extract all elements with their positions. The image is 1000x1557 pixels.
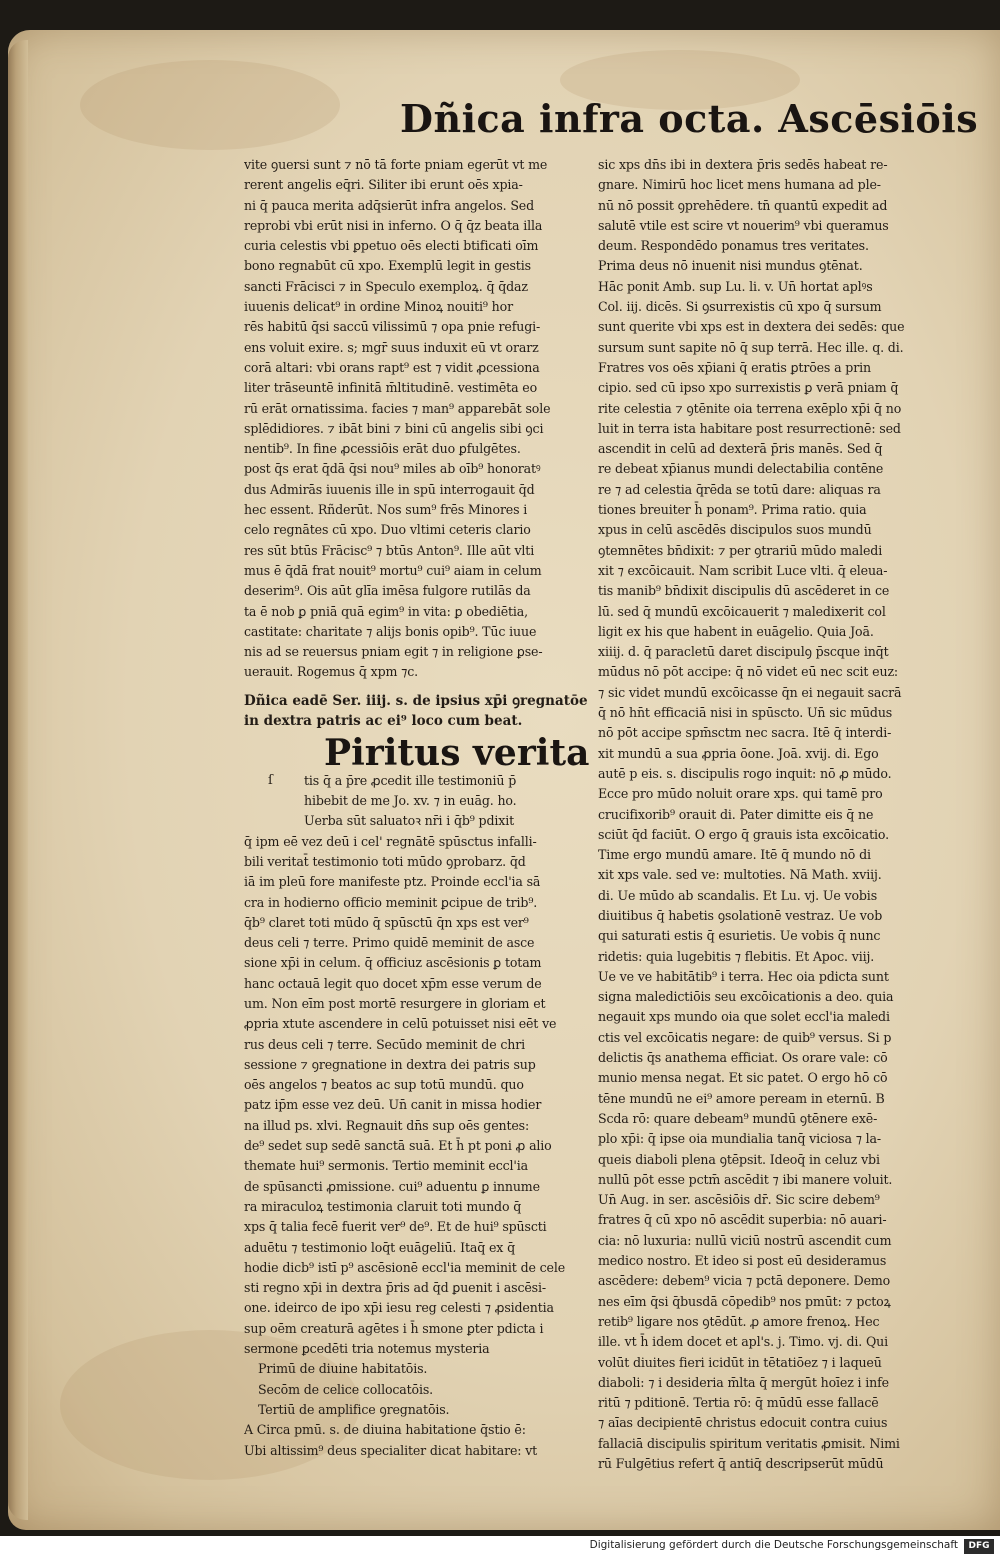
text-line: ascēdere: debem⁹ vicia ⁊ pctā deponere. Demo: [598, 1273, 891, 1289]
text-line: rus deus celi ⁊ terre. Secūdo meminit de chri: [244, 1036, 525, 1052]
text-line: Un̄ Aug. in ser. ascēsiōis dr̄. Sic scire debem⁹: [598, 1192, 880, 1208]
text-line: deus celi ⁊ terre. Primo quidē meminit de asce: [244, 935, 535, 951]
text-line: fratres q̄ cū xpo nō ascēdit superbia: nō auari-: [598, 1212, 887, 1228]
text-line: Scda rō: quare debeam⁹ mundū ꝯtēnere exē-: [598, 1110, 878, 1126]
text-line: curia celestis vbi ꝑpetuo oēs electi btificati oīm: [244, 238, 539, 254]
text-line: Ue ve ve habitātib⁹ i terra. Hec oia pdicta sunt: [598, 968, 889, 984]
left-text-block: [244, 1420, 584, 1461]
text-line: xit xps vale. sed ve: multoties. Nā Math. xviij.: [598, 867, 882, 883]
text-line: volūt diuites fieri icidūt in tētatiōez ⁊ i laqueū: [598, 1354, 882, 1370]
text-line: ens voluit exire. s; mgr̄ suus induxit eū vt orarz: [244, 339, 539, 355]
text-line: iuuenis delicat⁹ in ordine Minoꝝ nouiti⁹ hor: [244, 299, 513, 315]
funding-credit: Digitalisierung gefördert durch die Deutsche Forschungsgemeinschaft: [589, 1539, 958, 1551]
text-line: rēs habitū q̄si saccū vilissimū ⁊ opa pnie refugi-: [244, 319, 541, 335]
text-line: luit in terra ista habitare post resurrectionē: sed: [598, 420, 901, 436]
text-line: sursum sunt sapite nō q̄ sup terrā. Hec ille. q. di.: [598, 339, 904, 355]
text-line: delictis q̄s anathema efficiat. Os orare vale: cō: [598, 1050, 888, 1066]
text-line: q̄ nō hn̄t efficaciā nisi in spūscto. Un̄ sic mūdus: [598, 705, 893, 721]
text-line: hec essent. Rñderūt. Nos sum⁹ frēs Minores i: [244, 502, 528, 518]
left-text-block: [244, 155, 584, 683]
text-line: cra in hodierno officio meminit ꝑcipue de trib⁹.: [244, 894, 538, 910]
text-line: uerauit. Rogemus q̄ xpm ⁊c.: [244, 664, 418, 680]
text-line: ra miraculoꝝ testimonia claruit toti mundo q̄: [244, 1198, 522, 1214]
left-column: [244, 155, 590, 1461]
initial-mark: ſ: [268, 772, 273, 788]
text-line: xps q̄ talia fecē fuerit ver⁹ de⁹. Et de hui⁹ spūscti: [244, 1219, 547, 1235]
text-line: ꝯtemnētes bn̄dixit: ⁊ per ꝯtrariū mūdo maledi: [598, 542, 883, 558]
text-line: hanc octauā legit quo docet xp̄m esse verum de: [244, 975, 542, 991]
text-line: tiones breuiter h̄ ponam⁹. Prima ratio. quia: [598, 502, 867, 518]
text-line: rerent angelis eq̄ri. Siliter ibi erunt oēs xpia-: [244, 177, 523, 193]
text-line: nū nō possit ꝯprehēdere. tn̄ quantū expedit ad: [598, 197, 888, 213]
text-line: gnare. Nimirū hoc licet mens humana ad ple-: [598, 177, 881, 193]
page-edge: [8, 40, 28, 1520]
text-line: rū Fulgētius refert q̄ antiq̄ descripserūt mūdū: [598, 1456, 884, 1471]
text-line: re ⁊ ad celestia q̄rēda se totū dare: aliquas ra: [598, 481, 881, 497]
text-line: nentib⁹. In fine ꝓcessiōis erāt duo ꝑfulgētes.: [244, 441, 521, 457]
text-line: nes eīm q̄si q̄busdā cōpedib⁹ nos pmūt: ⁊ pctoꝝ: [598, 1293, 891, 1309]
text-line: celo regnātes cū xpo. Duo vltimi ceteris clario: [244, 522, 531, 538]
text-line: medico nostro. Et ideo si post eū desideramus: [598, 1253, 887, 1269]
text-line: nis ad se reuersus pniam egit ⁊ in religione ꝑse-: [244, 644, 543, 660]
text-line: diuitibus q̄ habetis ꝯsolationē vestraz. Ue vob: [598, 907, 883, 923]
text-line: Time ergo mundū amare. Itē q̄ mundo nō di: [598, 847, 871, 863]
sermon-heading: [244, 691, 588, 731]
mystery-item: Tertiū de amplifice ꝯregnatōis.: [258, 1401, 450, 1417]
text-line: post q̄s erat q̄dā q̄si nou⁹ miles ab oīb⁹ honoratꝰ: [244, 461, 541, 477]
text-line: iā im pleū fore manifeste ptz. Proinde eccl'ia sā: [244, 874, 541, 890]
text-line: signa maledictiōis seu excōicationis a deo. quia: [598, 989, 894, 1005]
text-line: mūdus nō pōt accipe: q̄ nō videt eū nec scit euz:: [598, 664, 899, 680]
text-line: tis q̄ a p̄re ꝓcedit ille testimoniū p̄: [304, 772, 517, 788]
text-line: de spūsancti ꝓmissione. cui⁹ aduentu ꝑ innume: [244, 1178, 540, 1194]
text-line: xit mundū a sua ꝓpria ōone. Joā. xvij. di. Ego: [598, 745, 879, 761]
mysteries-list: [244, 1359, 584, 1420]
text-line: sti regno xp̄i in dextra p̄ris ad q̄d ꝑuenit i ascēsi-: [244, 1280, 546, 1296]
text-line: salutē vtile est scire vt nouerim⁹ vbi queramus: [598, 217, 889, 233]
text-line: res sūt btūs Frācisc⁹ ⁊ btūs Anton⁹. Ille aūt vlti: [244, 542, 535, 558]
text-line: bono regnabūt cū xpo. Exemplū legit in gestis: [244, 258, 531, 274]
text-line: ctis vel excōicatis negare: de quib⁹ versus. Si p: [598, 1029, 892, 1045]
mystery-item: Primū de diuine habitatōis.: [258, 1361, 428, 1377]
text-line: ta ē nob ꝑ pniā quā egim⁹ in vita: ꝑ obediētia,: [244, 603, 529, 619]
dfg-logo: DFG: [964, 1539, 994, 1554]
text-line: ille. vt h̄ idem docet et apl's. j. Timo. vj. di. Qui: [598, 1334, 889, 1350]
text-line: lū. sed q̄ mundū excōicauerit ⁊ maledixerit col: [598, 603, 886, 619]
text-line: splēdidiores. ⁊ ibāt bini ⁊ bini cū angelis sibi ꝯci: [244, 420, 544, 436]
text-line: hibebit de me Jo. xv. ⁊ in euāg. ho.: [304, 793, 517, 809]
text-line: munio mensa negat. Et sic patet. O ergo hō cō: [598, 1070, 888, 1086]
text-line: tēne mundū ne ei⁹ amore peream in eternū. B: [598, 1090, 885, 1106]
text-line: fallaciā discipulis spiritum veritatis ꝓmisit. Nimi: [598, 1435, 900, 1451]
footer-bar: [0, 1536, 1000, 1557]
text-line: deserim⁹. Ois aūt glīa imēsa fulgore rutilās da: [244, 583, 531, 599]
text-line: nō pōt accipe spm̄sctm nec sacra. Itē q̄ interdi-: [598, 725, 892, 741]
text-line: autē p eis. s. discipulis rogo inquit: nō ꝓ mūdo.: [598, 765, 892, 781]
text-line: Fratres vos oēs xp̄iani q̄ eratis ꝑtrōes a prin: [598, 359, 871, 375]
text-line: di. Ue mūdo ab scandalis. Et Lu. vj. Ue vobis: [598, 887, 878, 903]
text-line: q̄b⁹ claret toti mūdo q̄ spūsctū q̄n xps est ver⁹: [244, 914, 529, 930]
text-line: ⁊ sic videt mundū excōicasse q̄n ei negauit sacrā: [598, 684, 902, 700]
text-line: corā altari: vbi orans rapt⁹ est ⁊ vidit ꝓcessiona: [244, 359, 540, 375]
text-line: hodie dicb⁹ istī p⁹ ascēsionē eccl'ia meminit de cele: [244, 1259, 566, 1275]
heading-line: Dñica eadē Ser. iiij. s. de ipsius xp̄i ꝯregnatōe: [244, 692, 588, 709]
text-line: castitate: charitate ⁊ alijs bonis opib⁹. Tūc iuue: [244, 623, 537, 639]
text-line: Col. iij. dicēs. Si ꝯsurrexistis cū xpo q̄ sursum: [598, 299, 882, 315]
text-line: ritū ⁊ pditionē. Tertia rō: q̄ mūdū esse fallacē: [598, 1395, 879, 1411]
text-line: ꝓpria xtute ascendere in celū potuisset nisi eēt ve: [244, 1016, 557, 1032]
text-line: sciūt q̄d faciūt. O ergo q̄ grauis ista excōicatio.: [598, 826, 889, 842]
text-line: na illud ps. xlvi. Regnauit dn̄s sup oēs gentes:: [244, 1117, 530, 1133]
text-line: cipio. sed cū ipso xpo surrexistis ꝑ verā pniam q̄: [598, 380, 899, 396]
text-line: cia: nō luxuria: nullū viciū nostrū ascendit cum: [598, 1232, 892, 1248]
mystery-item: Secōm de celice collocatōis.: [258, 1381, 434, 1397]
text-line: mus ē q̄dā frat nouit⁹ mortu⁹ cui⁹ aiam in celum: [244, 562, 542, 578]
text-line: sunt querite vbi xps est in dextera dei sedēs: que: [598, 319, 905, 335]
text-line: one. ideirco de ipo xp̄i iesu reg celesti ⁊ ꝓsidentia: [244, 1300, 554, 1316]
text-line: A Circa pmū. s. de diuina habitatione q̄stio ē:: [244, 1422, 526, 1438]
text-line: ligit ex his que habent in euāgelio. Quia Joā.: [598, 623, 874, 639]
text-line: queis diaboli plena ꝯtēpsit. Ideoq̄ in celuz vbi: [598, 1151, 880, 1167]
decorated-initial: Piritus verita: [324, 731, 590, 774]
right-column: [598, 155, 943, 1474]
text-line: ⁊ aīas decipientē christus edocuit contra cuius: [598, 1415, 888, 1431]
text-line: xpus in celū ascēdēs discipulos suos mundū: [598, 522, 872, 538]
text-line: xit ⁊ excōicauit. Nam scribit Luce vlti. q̄ eleua-: [598, 562, 888, 578]
text-line: tis manib⁹ bn̄dixit discipulis dū ascēderet in ce: [598, 583, 890, 599]
text-line: Ecce pro mūdo noluit orare xps. qui tamē pro: [598, 786, 883, 802]
text-line: plo xp̄i: q̄ ipse oia mundialia tanq̄ viciosa ⁊ la-: [598, 1131, 882, 1147]
text-line: Uerba sūt saluatoꝛ nr̄i i q̄b⁹ pdixit: [304, 813, 514, 829]
text-line: sessione ⁊ ꝯregnatione in dextra dei patris sup: [244, 1056, 536, 1072]
text-line: vite ꝯuersi sunt ⁊ nō tā forte pniam egerūt vt me: [244, 157, 548, 172]
text-line: re debeat xp̄ianus mundi delectabilia contēne: [598, 461, 884, 477]
text-line: bili veritat̄ testimonio toti mūdo ꝯprobarz. q̄d: [244, 853, 526, 869]
text-line: Ubi altissim⁹ deus specialiter dicat habitare: vt: [244, 1442, 538, 1458]
text-line: liter trāseuntē infinitā m̄ltitudinē. vestimēta eo: [244, 380, 538, 396]
text-line: retib⁹ ligare nos ꝯtēdūt. ꝓ amore frenoꝝ. Hec: [598, 1313, 880, 1329]
text-line: sancti Frācisci ⁊ in Speculo exemploꝝ. q̄ q̄daz: [244, 278, 528, 294]
text-line: patz ip̄m esse vez deū. Un̄ canit in missa hodier: [244, 1097, 542, 1113]
text-line: ridetis: quia lugebitis ⁊ flebitis. Et Apoc. viij.: [598, 948, 875, 964]
paper-stain: [80, 60, 340, 150]
text-line: aduētu ⁊ testimonio loq̄t euāgeliū. Itaq̄ ex q̄: [244, 1239, 516, 1255]
text-line: sic xps dn̄s ibi in dextera p̄ris sedēs habeat re-: [598, 157, 888, 172]
text-line: xiiij. d. q̄ paracletū daret discipulꝯ p̄scque inq̄t: [598, 644, 889, 660]
text-line: nullū pōt esse pctm̄ ascēdit ⁊ ibi manere voluit.: [598, 1171, 893, 1187]
text-line: diaboli: ⁊ i desideria m̄lta q̄ mergūt hoīez i infe: [598, 1374, 889, 1390]
text-line: rite celestia ⁊ ꝯtēnite oia terrena exēplo xp̄i q̄ no: [598, 400, 902, 416]
initial-block: [244, 731, 590, 795]
left-text-block: [244, 832, 584, 1360]
text-line: negauit xps mundo oia que solet eccl'ia maledi: [598, 1009, 890, 1025]
text-line: rū erāt ornatissima. facies ⁊ man⁹ apparebāt sole: [244, 400, 551, 416]
text-line: deum. Respondēdo ponamus tres veritates.: [598, 238, 869, 254]
text-line: ni q̄ pauca merita adq̄sierūt infra angelos. Sed: [244, 197, 535, 213]
text-line: reprobi vbi erūt nisi in inferno. O q̄ q̄z beata illa: [244, 217, 543, 233]
text-line: Hāc ponit Amb. sup Lu. li. v. Un̄ hortat aplꝰs: [598, 278, 873, 294]
text-line: dus Admirās iuuenis ille in spū interrogauit q̄d: [244, 481, 535, 497]
text-line: sup oēm creaturā agētes i h̄ smone ꝑter pdicta i: [244, 1320, 544, 1336]
text-line: sione xp̄i in celum. q̄ officiuz ascēsionis ꝑ totam: [244, 955, 542, 971]
text-line: um. Non eīm post mortē resurgere in gloriam et: [244, 995, 546, 1011]
heading-line: in dextra patris ac ei⁹ loco cum beat.: [244, 712, 523, 729]
text-line: de⁹ sedet sup sedē sanctā suā. Et h̄ pt poni ꝓ alio: [244, 1138, 552, 1154]
text-line: ascendit in celū ad dexterā p̄ris manēs. Sed q̄: [598, 441, 883, 457]
text-line: themate hui⁹ sermonis. Tertio meminit eccl'ia: [244, 1158, 528, 1174]
text-line: q̄ ipm eē vez deū i cel' regnātē spūsctus infalli-: [244, 833, 537, 849]
running-head: Dñica infra octa. Ascēsiōis: [400, 96, 979, 141]
text-line: qui saturati estis q̄ esurietis. Ue vobis q̄ nunc: [598, 928, 881, 944]
text-line: sermone ꝑcedēti tria notemus mysteria: [244, 1341, 490, 1357]
text-line: crucifixorib⁹ orauit di. Pater dimitte eis q̄ ne: [598, 806, 874, 822]
text-line: oēs angelos ⁊ beatos ac sup totū mundū. quo: [244, 1077, 524, 1093]
text-line: Prima deus nō inuenit nisi mundus ꝯtēnat.: [598, 258, 863, 274]
